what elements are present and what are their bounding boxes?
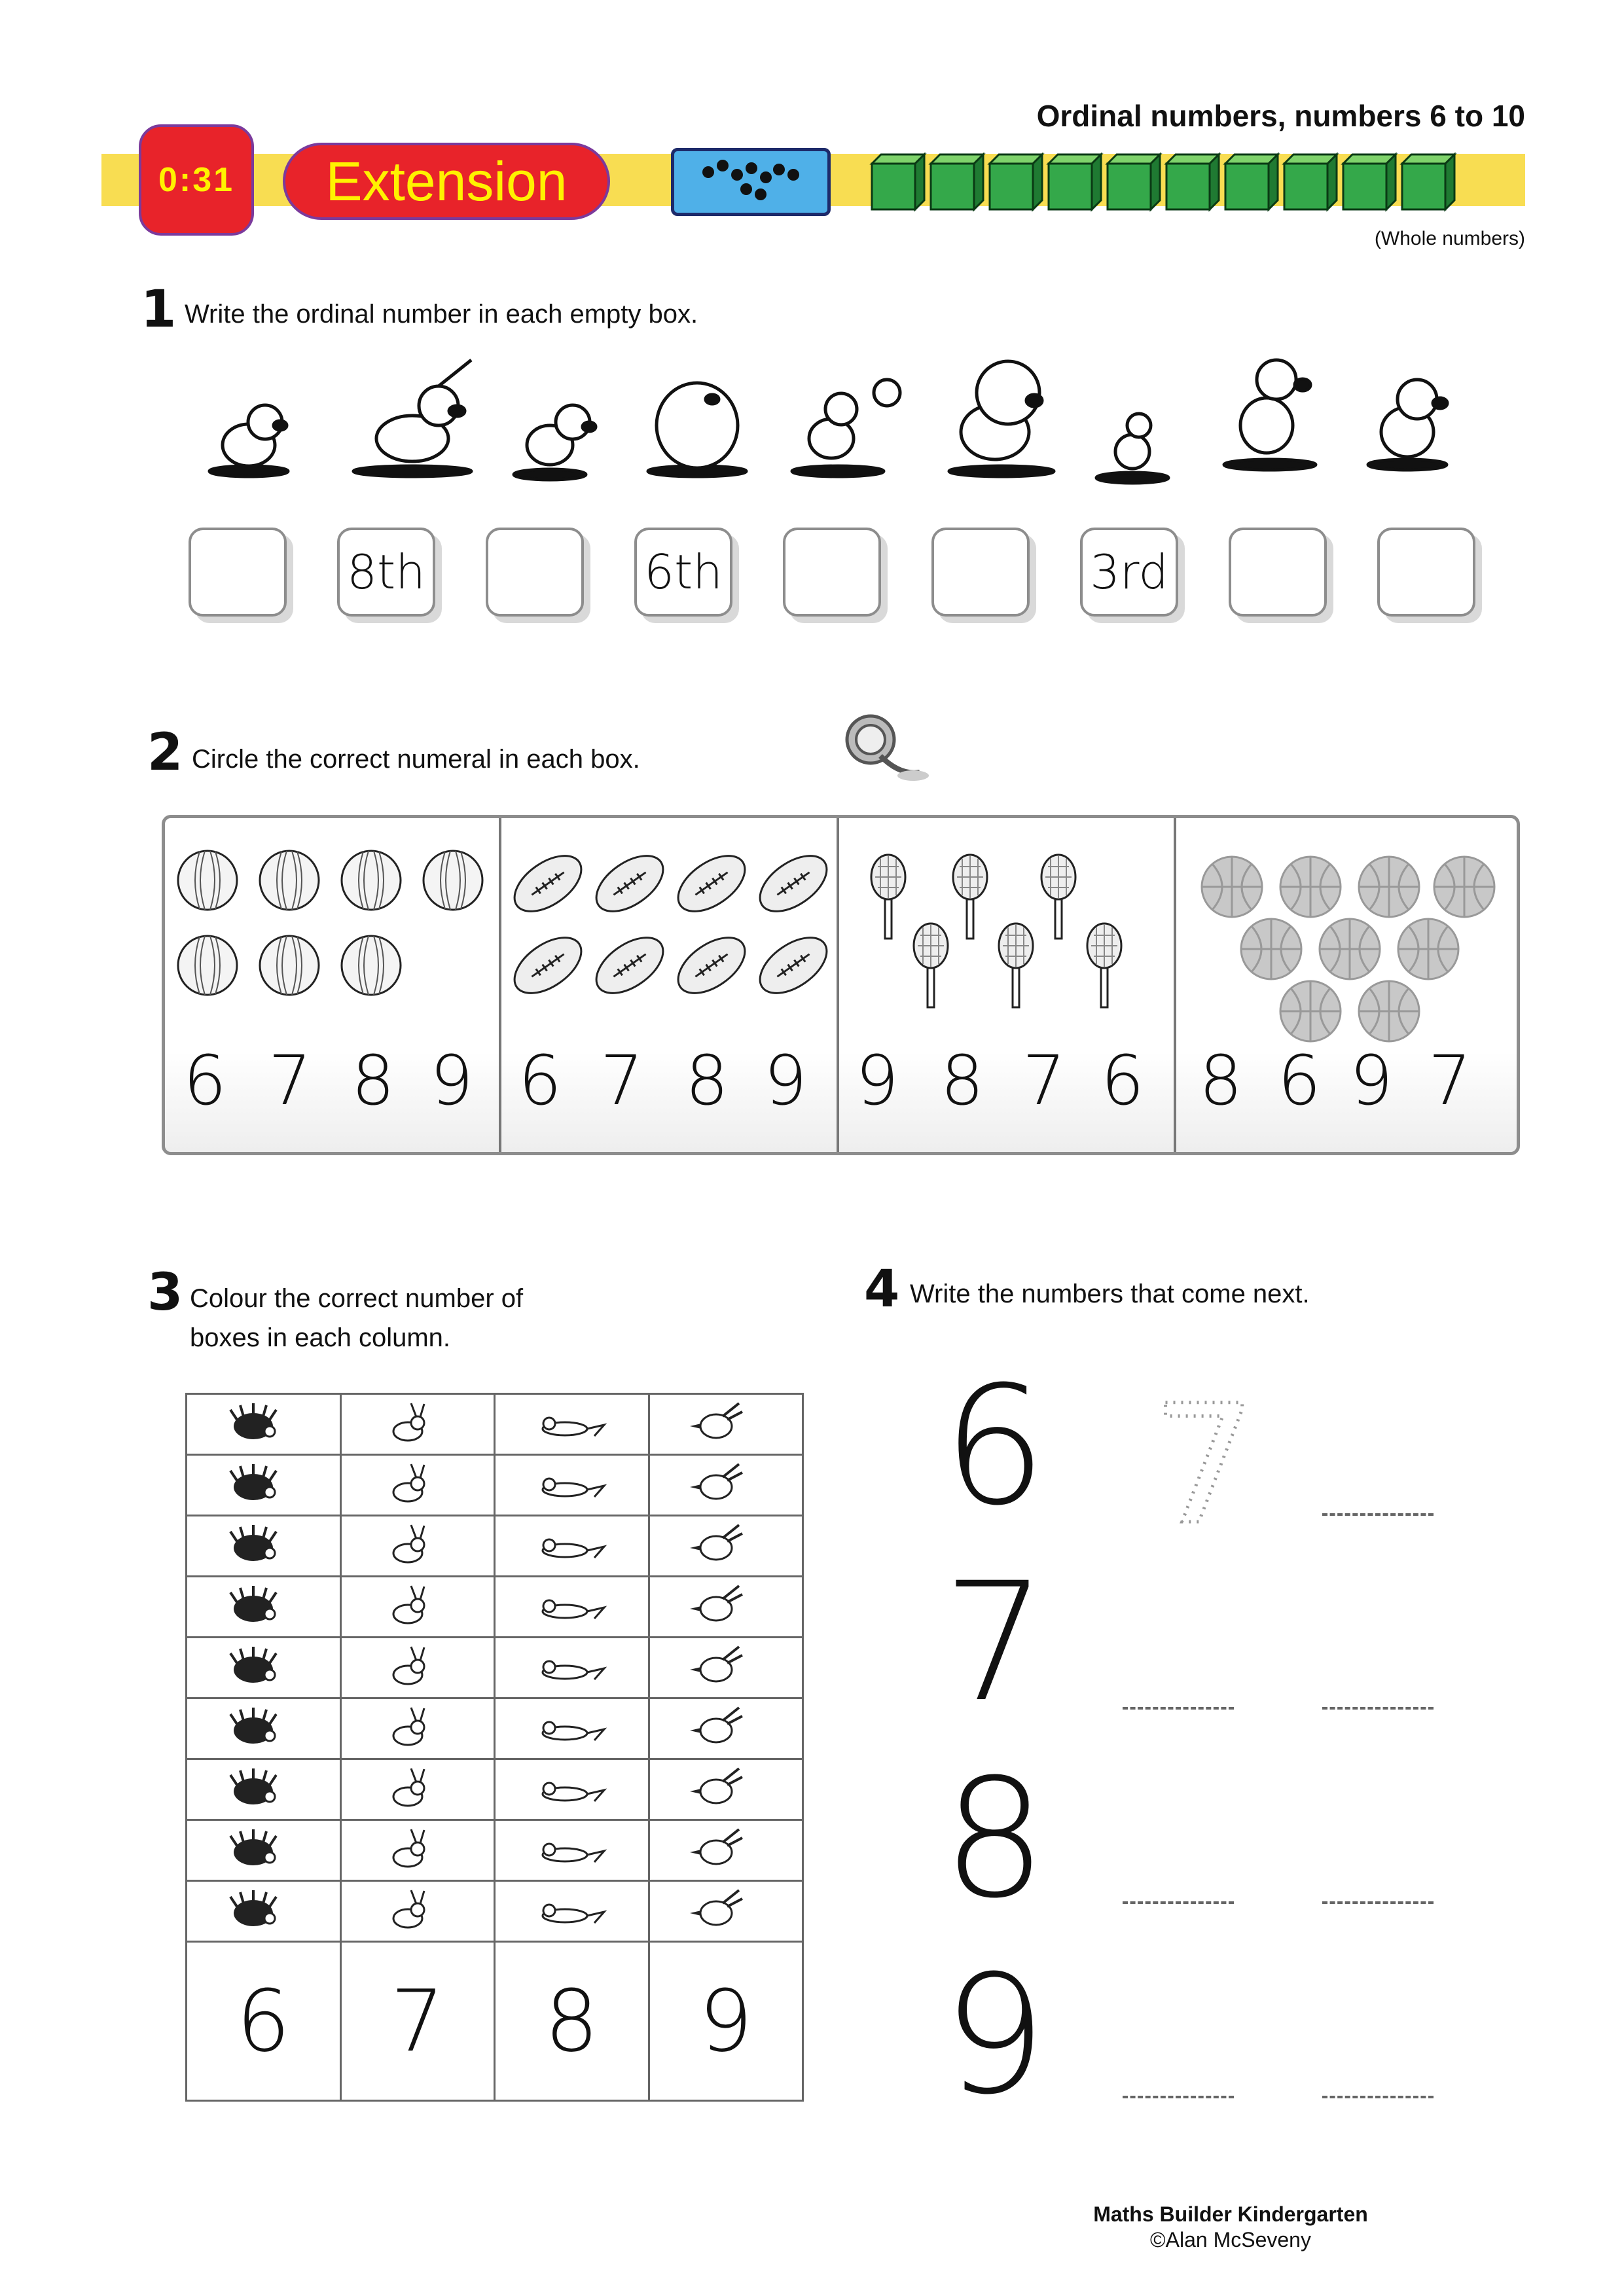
bilby-icon: [378, 1765, 457, 1811]
ordinal-answer-box[interactable]: [783, 528, 881, 617]
question-3-number: 3: [147, 1263, 183, 1322]
colour-box[interactable]: [649, 1820, 803, 1881]
sequence-start-number: 8: [943, 1744, 1047, 1934]
footer-copyright: ©Alan McSeveny: [1150, 2228, 1311, 2251]
bilby-icon: [378, 1583, 457, 1628]
answer-line[interactable]: [1322, 1513, 1434, 1516]
lizard-icon: [532, 1583, 611, 1628]
echidna-icon: [224, 1461, 302, 1507]
colour-box[interactable]: [340, 1455, 495, 1516]
colour-box[interactable]: [340, 1759, 495, 1820]
numeral-option[interactable]: 7: [268, 1041, 312, 1121]
sequence-start-number: 7: [943, 1547, 1047, 1738]
question-1-number: 1: [141, 280, 177, 339]
grid-row: [187, 1820, 803, 1881]
number-blocks-icon: [872, 152, 1526, 214]
ordinal-answer-box[interactable]: 3rd: [1080, 528, 1178, 617]
bird-icon: [687, 1400, 765, 1446]
grid-numeral-row: [187, 1942, 803, 2101]
magnifying-glass-worm-icon: [835, 710, 933, 782]
bilby-icon: [378, 1704, 457, 1750]
colour-box[interactable]: [649, 1759, 803, 1820]
colour-box[interactable]: [495, 1394, 649, 1455]
echidna-icon: [224, 1583, 302, 1628]
colour-box[interactable]: [187, 1455, 341, 1516]
numeral-option[interactable]: 7: [1022, 1041, 1066, 1121]
bilby-icon: [378, 1887, 457, 1933]
grid-row: [187, 1577, 803, 1638]
bird-icon: [687, 1643, 765, 1689]
colour-box[interactable]: [340, 1577, 495, 1638]
ordinal-answer-box[interactable]: [1377, 528, 1475, 617]
cartoon-dogs-illustration: [190, 347, 1499, 517]
page-topic: Ordinal numbers, numbers 6 to 10: [1036, 99, 1525, 133]
ordinal-answer-box[interactable]: [486, 528, 584, 617]
answer-line[interactable]: [1322, 2096, 1434, 2098]
colour-box[interactable]: [495, 1638, 649, 1698]
colour-box[interactable]: [187, 1394, 341, 1455]
question-4-number: 4: [864, 1260, 900, 1319]
numeral-option[interactable]: 9: [429, 1041, 474, 1121]
question-2-number: 2: [147, 723, 183, 782]
grid-row: [187, 1698, 803, 1759]
echidna-icon: [224, 1643, 302, 1689]
colour-box[interactable]: [649, 1577, 803, 1638]
dice-dots-graphic: [674, 151, 827, 213]
ordinal-answer-box[interactable]: 6th: [634, 528, 732, 617]
colour-box[interactable]: [649, 1698, 803, 1759]
colour-box[interactable]: [187, 1516, 341, 1577]
colour-box[interactable]: [495, 1881, 649, 1942]
dice-dots-icon: [671, 148, 831, 216]
colour-box[interactable]: [187, 1881, 341, 1942]
answer-line[interactable]: [1123, 2096, 1234, 2098]
grid-row: [187, 1455, 803, 1516]
lizard-icon: [532, 1643, 611, 1689]
bilby-icon: [378, 1643, 457, 1689]
echidna-icon: [224, 1522, 302, 1568]
lizard-icon: [532, 1765, 611, 1811]
colour-box[interactable]: [649, 1516, 803, 1577]
colour-box[interactable]: [187, 1577, 341, 1638]
colour-box[interactable]: [649, 1881, 803, 1942]
bird-icon: [687, 1583, 765, 1628]
traced-seven-glyph: 7: [1152, 1370, 1257, 1560]
question-3-instruction-line2: boxes in each column.: [190, 1323, 451, 1352]
answer-line[interactable]: [1123, 1901, 1234, 1904]
bird-icon: [687, 1461, 765, 1507]
numeral-option[interactable]: 8: [351, 1041, 395, 1121]
colour-box[interactable]: [495, 1759, 649, 1820]
lizard-icon: [532, 1522, 611, 1568]
colour-box[interactable]: [649, 1638, 803, 1698]
sequence-start-number: 6: [943, 1351, 1047, 1541]
bird-icon: [687, 1765, 765, 1811]
lizard-icon: [532, 1887, 611, 1933]
colour-box[interactable]: [340, 1820, 495, 1881]
numeral-option[interactable]: 9: [1349, 1041, 1394, 1121]
colour-box[interactable]: [340, 1698, 495, 1759]
numeral-option[interactable]: 6: [1277, 1041, 1322, 1121]
colour-box[interactable]: [495, 1698, 649, 1759]
colour-box[interactable]: [340, 1881, 495, 1942]
counting-objects-graphic: [165, 818, 1517, 1041]
echidna-icon: [224, 1400, 302, 1446]
lizard-icon: [532, 1704, 611, 1750]
bilby-icon: [378, 1826, 457, 1872]
question-4-instruction: Write the numbers that come next.: [910, 1280, 1310, 1308]
colour-box[interactable]: [187, 1820, 341, 1881]
numeral-option[interactable]: 8: [1199, 1041, 1243, 1121]
echidna-icon: [224, 1704, 302, 1750]
colour-box[interactable]: [495, 1820, 649, 1881]
numeral-option[interactable]: 6: [1100, 1041, 1145, 1121]
lizard-icon: [532, 1461, 611, 1507]
colour-box[interactable]: [649, 1394, 803, 1455]
column-numeral: 9: [649, 1942, 803, 2101]
numeral-option[interactable]: 7: [600, 1041, 644, 1121]
level-badge: Extension: [283, 143, 610, 220]
numeral-option[interactable]: 8: [685, 1041, 729, 1121]
numeral-option[interactable]: 6: [183, 1041, 227, 1121]
question-3-instruction-line1: Colour the correct number of: [190, 1284, 524, 1313]
bird-icon: [687, 1887, 765, 1933]
answer-line[interactable]: [1123, 1707, 1234, 1710]
bird-icon: [687, 1826, 765, 1872]
column-numeral: 8: [495, 1942, 649, 2101]
colour-box[interactable]: [649, 1455, 803, 1516]
echidna-icon: [224, 1887, 302, 1933]
lizard-icon: [532, 1400, 611, 1446]
colour-box[interactable]: [340, 1516, 495, 1577]
numeral-option[interactable]: 6: [518, 1041, 562, 1121]
colouring-grid: [185, 1393, 804, 2102]
question-2-instruction: Circle the correct numeral in each box.: [192, 745, 640, 774]
colour-box[interactable]: [495, 1516, 649, 1577]
numeral-option[interactable]: 9: [855, 1041, 899, 1121]
bird-icon: [687, 1704, 765, 1750]
column-numeral: 7: [340, 1942, 495, 2101]
bird-icon: [687, 1522, 765, 1568]
traced-example-number: [1146, 1370, 1257, 1560]
ordinal-answer-box[interactable]: [1229, 528, 1327, 617]
grid-row: [187, 1394, 803, 1455]
grid-row: [187, 1516, 803, 1577]
sheet-code-badge: 0:31: [139, 124, 254, 236]
colour-box[interactable]: [495, 1577, 649, 1638]
numeral-option[interactable]: 8: [940, 1041, 984, 1121]
column-numeral: 6: [187, 1942, 341, 2101]
question-1-instruction: Write the ordinal number in each empty box.: [185, 300, 698, 329]
grid-row: [187, 1881, 803, 1942]
grid-row: [187, 1759, 803, 1820]
bilby-icon: [378, 1461, 457, 1507]
colour-box[interactable]: [187, 1698, 341, 1759]
answer-line[interactable]: [1322, 1707, 1434, 1710]
ordinal-answer-box[interactable]: 8th: [337, 528, 435, 617]
lizard-icon: [532, 1826, 611, 1872]
strand-label: (Whole numbers): [1374, 228, 1525, 249]
echidna-icon: [224, 1826, 302, 1872]
colour-box[interactable]: [187, 1638, 341, 1698]
sequence-start-number: 9: [943, 1940, 1047, 2130]
green-cubes-graphic: [872, 152, 1526, 211]
bilby-icon: [378, 1400, 457, 1446]
echidna-icon: [224, 1765, 302, 1811]
colour-box[interactable]: [495, 1455, 649, 1516]
numeral-option[interactable]: 9: [763, 1041, 808, 1121]
footer-title: Maths Builder Kindergarten: [1093, 2202, 1368, 2226]
colour-box[interactable]: [187, 1759, 341, 1820]
answer-line[interactable]: [1322, 1901, 1434, 1904]
ordinal-answer-box[interactable]: [189, 528, 287, 617]
colour-box[interactable]: [340, 1638, 495, 1698]
grid-row: [187, 1638, 803, 1698]
bilby-icon: [378, 1522, 457, 1568]
colour-box[interactable]: [340, 1394, 495, 1455]
numeral-option[interactable]: 7: [1428, 1041, 1472, 1121]
ordinal-answer-box[interactable]: [931, 528, 1030, 617]
